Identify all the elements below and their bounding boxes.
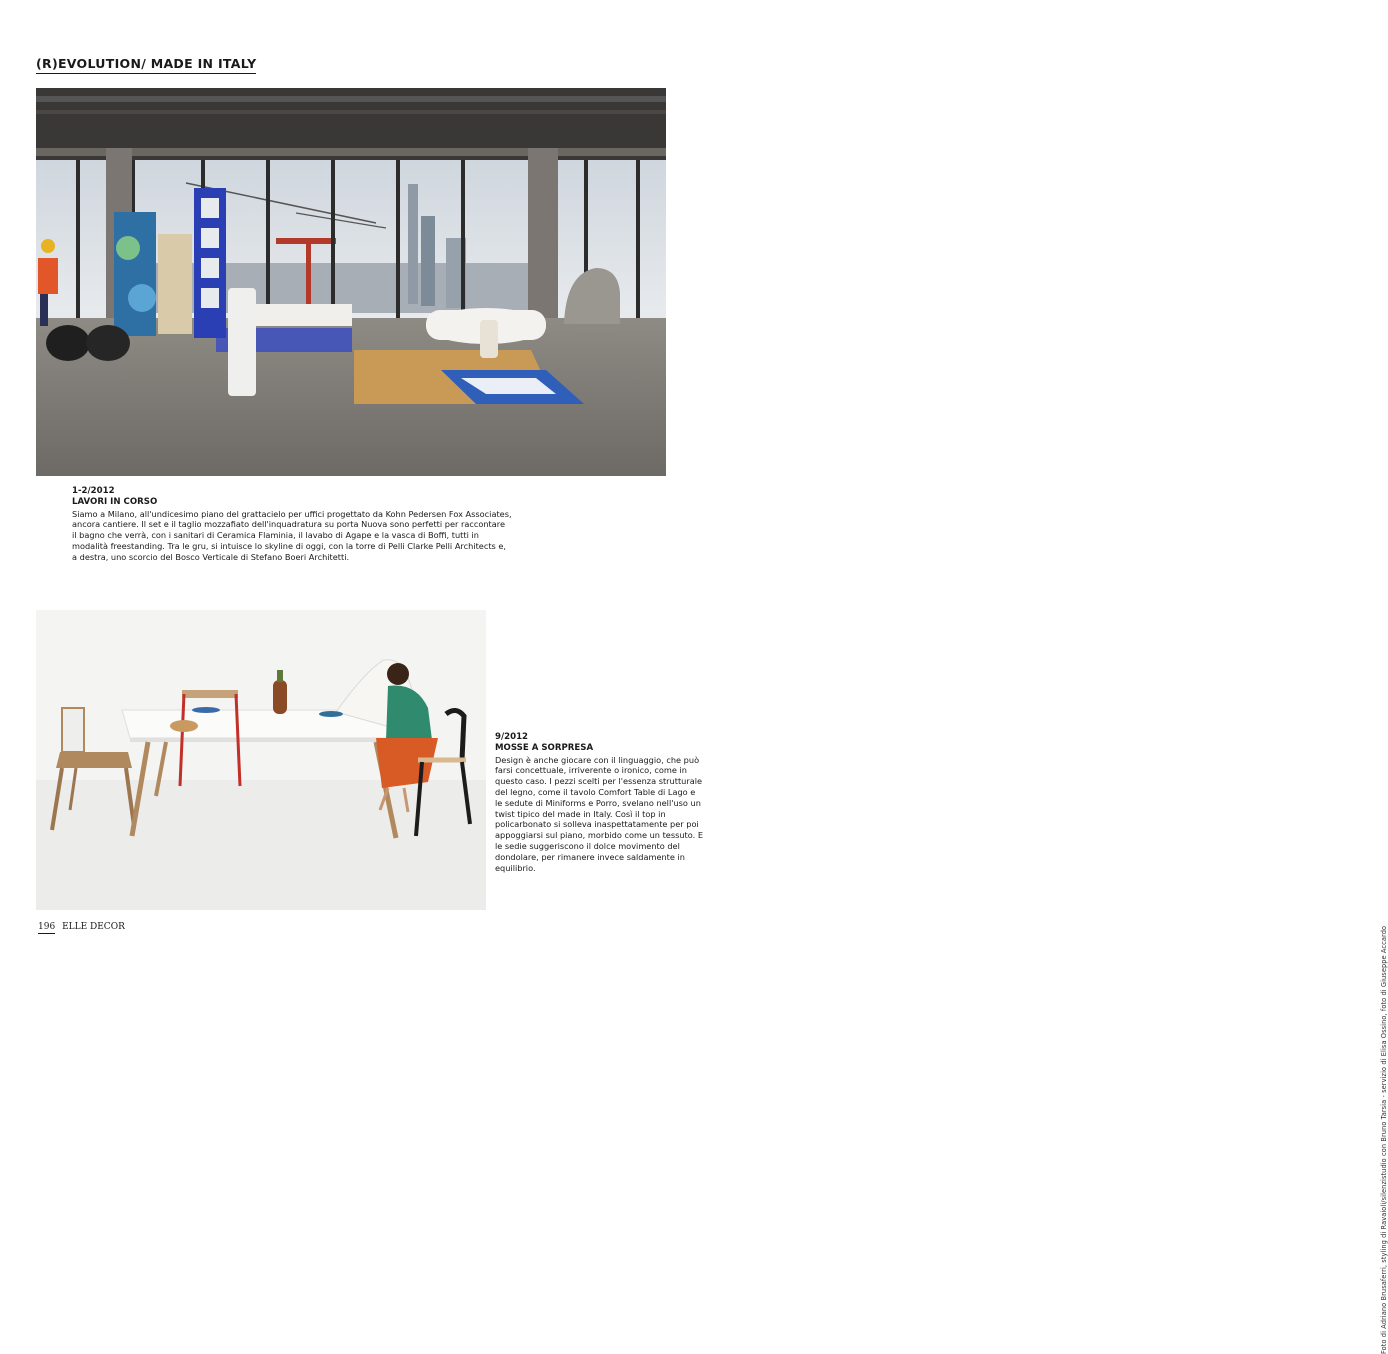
table-scene-photo <box>36 610 486 910</box>
construction-site-photo <box>36 88 666 476</box>
caption-mosse-a-sorpresa <box>495 732 705 873</box>
magazine-name: ELLE DECOR <box>62 922 125 932</box>
caption1-heading: LAVORI IN CORSO <box>72 496 158 507</box>
caption2-heading: MOSSE A SORPRESA <box>495 742 594 753</box>
caption1-body: Siamo a Milano, all'undicesimo piano del grattacielo per uffici progettato da Kohn Pedersen Fox Associates, ancora cantiere. Il set e il taglio mozzafiato dell'inquadratura su porta Nuova sono perfetti per raccontare il bagno che verrà, con i sanitari di Ceramica Flaminia, il lavabo di Agape e la vasca di Boffi, tutti in modalità freestanding. Tra le gru, si intuisce lo skyline di oggi, con la torre di Pelli Clarke Pelli Architects e, a destra, uno scorcio del Bosco Verticale di Stefano Boeri Architetti. <box>72 508 512 562</box>
page-number: 196 <box>38 922 56 932</box>
photo-credits-wrap <box>692 456 1388 1354</box>
photo-credits: Foto di Adriano Brusaferri, styling di Ravaioli/silenzistudio con Bruno Tarsia - servizio di Elisa Ossino, foto di Giuseppe Accardo <box>1380 925 1388 1354</box>
caption2-date: 9/2012 <box>495 732 529 742</box>
caption2-body: Design è anche giocare con il linguaggio, che può farsi concettuale, irriverente o ironico, come in questo caso. I pezzi scelti per l'essenza strutturale del legno, come il tavolo Comfort Table di Lago e le sedute di Miniforms e Porro, svelano nell'uso un twist tipico del made in Italy. Così il top in policarbonato si solleva inaspettatamente per poi appoggiarsi sul piano, morbido come un tessuto. E le sedie suggeriscono il dolce movimento del dondolare, per rimanere invece saldamente in equilibrio. <box>495 754 704 873</box>
section-title: (R)EVOLUTION/ MADE IN ITALY <box>36 56 256 74</box>
caption-lavori-in-corso <box>72 486 512 563</box>
caption1-date: 1-2/2012 <box>72 486 115 496</box>
page-footer <box>38 922 125 932</box>
